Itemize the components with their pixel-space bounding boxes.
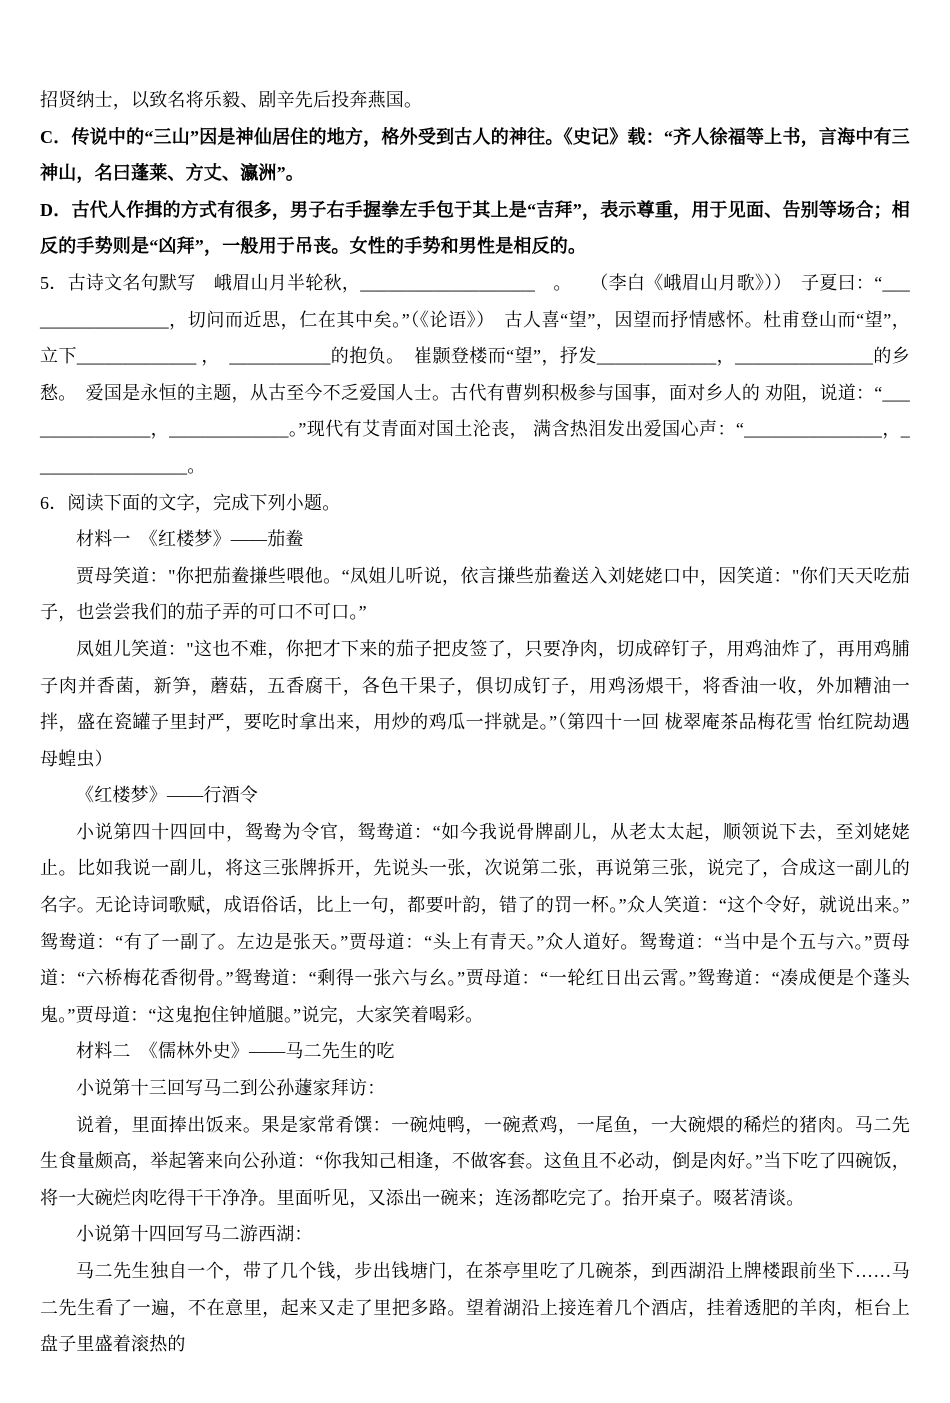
paragraph: 5．古诗文名句默写 峨眉山月半轮秋，___________________ 。 （李白《峨眉山月歌》）） 子夏曰：“_________________，切问而近思，仁在其中矣。”（《论语》） 古人喜“望”，因望而抒情感怀。杜甫登山而“望”，立下_____________ ， ___________的抱负。 崔颢登楼而“望”，抒发_____________，_______________的乡愁。 爱国是永恒的主题，从古至今不乏爱国人士。古代有曹刿积极参与国事，面对乡人的 劝阻，说道：“_______________，_____________。”现代有艾青面对国土沦丧， 满含热泪发出爱国心声：“_______________，_________________。 xyxy=(40,272,910,476)
paragraph: 《红楼梦》——行酒令 xyxy=(76,785,258,806)
paragraph: D．古代人作揖的方式有很多，男子右手握拳左手包于其上是“吉拜”，表示尊重，用于见面、告别等场合；相反的手势则是“凶拜”，一般用于吊丧。女性的手势和男性是相反的。 xyxy=(40,199,910,257)
paragraph: 马二先生独自一个，带了几个钱，步出钱塘门，在茶亭里吃了几碗茶，到西湖沿上牌楼跟前坐下……马二先生看了一遍，不在意里，起来又走了里把多路。望着湖沿上接连着几个酒店，挂着透肥的羊肉，柜台上盘子里盛着滚热的 xyxy=(40,1261,910,1355)
paragraph: 小说第十三回写马二到公孙蘧家拜访： xyxy=(76,1078,386,1099)
paragraph: 材料二 《儒林外史》——马二先生的吃 xyxy=(76,1041,395,1062)
paragraph: 贾母笑道："你把茄鲞搛些喂他。“凤姐儿听说，依言搛些茄鲞送入刘姥姥口中，因笑道："你们天天吃茄子，也尝尝我们的茄子弄的可口不可口。” xyxy=(40,565,910,623)
paragraph: 说着，里面捧出饭来。果是家常肴馔：一碗炖鸭，一碗煮鸡，一尾鱼，一大碗煨的稀烂的猪肉。马二先生食量颇高，举起箸来向公孙道：“你我知己相逢，不做客套。这鱼且不必动，倒是肉好。”当下吃了四碗饭，将一大碗烂肉吃得干干净净。里面听见，又添出一碗来；连汤都吃完了。抬开桌子。啜茗清谈。 xyxy=(40,1114,910,1208)
paragraph: 材料一 《红楼梦》——茄鲞 xyxy=(76,529,304,550)
document-body xyxy=(40,82,910,1363)
paragraph: 6．阅读下面的文字，完成下列小题。 xyxy=(40,492,341,513)
paragraph: 小说第十四回写马二游西湖： xyxy=(76,1224,313,1245)
paragraph: 招贤纳士，以致名将乐毅、剧辛先后投奔燕国。 xyxy=(40,90,423,110)
paragraph: 小说第四十四回中，鸳鸯为令官，鸳鸯道：“如今我说骨牌副儿，从老太太起，顺领说下去，至刘姥姥止。比如我说一副儿，将这三张牌拆开，先说头一张，次说第二张，再说第三张，说完了，合成这一副儿的名字。无论诗词歌赋，成语俗话，比上一句，都要叶韵，错了的罚一杯。”众人笑道：“这个令好，就说出来。”鸳鸯道：“有了一副了。左边是张天。”贾母道：“头上有青天。”众人道好。鸳鸯道：“当中是个五与六。”贾母道：“六桥梅花香彻骨。”鸳鸯道：“剩得一张六与幺。”贾母道：“一轮红日出云霄。”鸳鸯道：“凑成便是个蓬头鬼。”贾母道：“这鬼抱住钟馗腿。”说完，大家笑着喝彩。 xyxy=(40,821,910,1025)
paragraph: C．传说中的“三山”因是神仙居住的地方，格外受到古人的神往。《史记》载：“齐人徐福等上书，言海中有三神山，名曰蓬莱、方丈、瀛洲”。 xyxy=(40,126,910,184)
paragraph: 凤姐儿笑道："这也不难，你把才下来的茄子把皮签了，只要净肉，切成碎钉子，用鸡油炸了，再用鸡脯子肉并香菌，新笋，蘑菇，五香腐干，各色干果子，俱切成钉子，用鸡汤煨干，将香油一收，外加糟油一拌，盛在瓷罐子里封严，要吃时拿出来，用炒的鸡瓜一拌就是。”（第四十一回 栊翠庵茶品梅花雪 怡红院劫遇母蝗虫） xyxy=(40,638,910,769)
